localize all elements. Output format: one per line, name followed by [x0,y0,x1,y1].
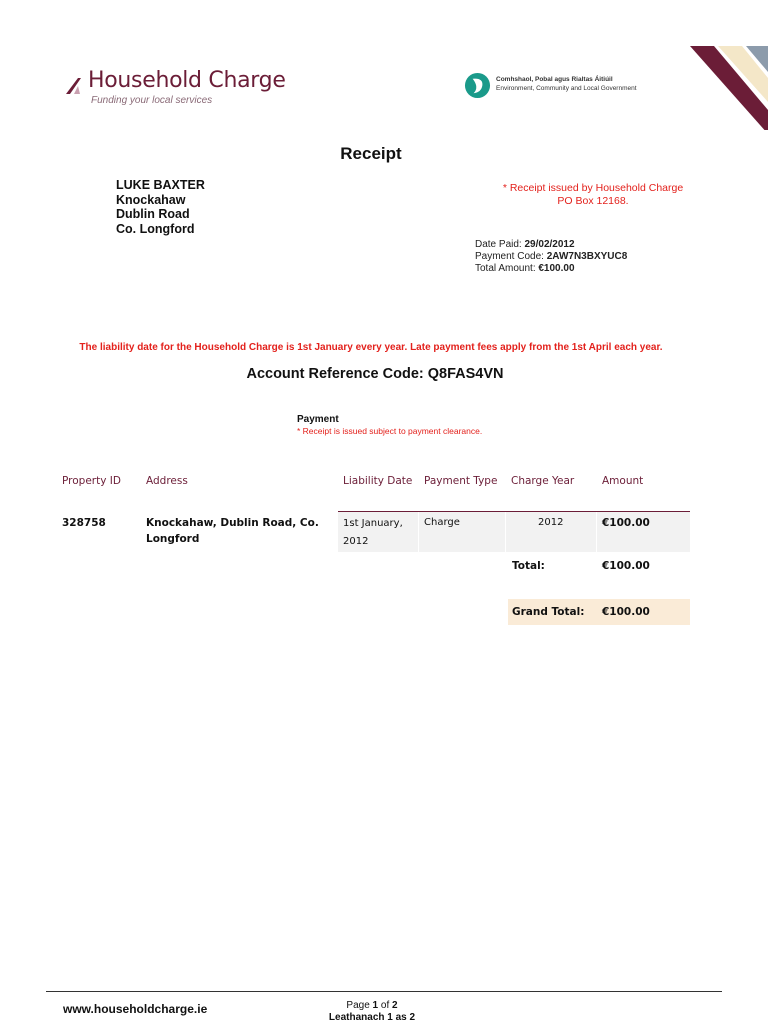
logo-name: Household Charge [88,68,286,93]
logo-mark-icon [64,74,88,96]
recipient-address [116,178,205,236]
cell-charge-year: 2012 [538,517,564,528]
column-header-amount: Amount [602,475,644,487]
account-reference-code: Account Reference Code: Q8FAS4VN [246,366,504,382]
cell-liability-date [343,515,403,551]
cell-liability-line: 1st January, [343,518,403,529]
address-line: Co. Longford [116,221,195,236]
column-header-payment-type: Payment Type [424,475,498,487]
cell-amount: €100.00 [602,517,650,529]
grand-total-value: €100.00 [602,606,650,618]
issuer-line: * Receipt issued by Household Charge [502,182,684,194]
issuer-po-box: PO Box 12168. [557,194,629,207]
liability-notice: The liability date for the Household Charge is 1st January every year. Late payment fees apply from the 1st April each year. [79,342,663,353]
footer-divider [46,991,722,992]
cell-divider [596,512,597,552]
footer-page-number [322,1000,422,1024]
payment-code-label: Payment Code: [475,251,547,262]
address-line: Dublin Road [116,207,190,221]
payment-code-value: 2AW7N3BXYUC8 [546,251,628,262]
total-value: €100.00 [602,560,650,572]
page-current: 1 [372,1000,379,1011]
address-line: Knockahaw [116,192,186,207]
cell-divider [418,512,419,552]
payment-clearance-note: * Receipt is issued subject to payment clearance. [297,426,483,436]
payment-summary [475,239,627,275]
gov-name-english: Environment, Community and Local Government [496,85,637,92]
page-of: of [378,1000,393,1011]
payment-heading: Payment [297,414,339,425]
household-charge-logo [64,68,294,112]
page-total: 2 [392,1000,398,1011]
total-amount-label: Total Amount: [475,263,539,274]
cell-address-line: Knockahaw, Dublin Road, Co. [146,517,319,529]
date-paid-value: 29/02/2012 [524,239,575,250]
page-label: Page [346,1000,373,1011]
cell-address [146,515,319,547]
issuer-note [478,182,708,207]
cell-divider [505,512,506,552]
column-header-property-id: Property ID [62,475,121,487]
logo-tagline: Funding your local services [91,95,213,106]
cell-liability-line: 2012 [343,536,369,547]
column-header-address: Address [146,475,188,487]
page-title: Receipt [340,144,402,163]
page-number-irish: Leathanach 1 as 2 [328,1012,416,1023]
corner-stripes-decoration [618,0,768,130]
total-amount-value: €100.00 [538,263,575,274]
cell-property-id: 328758 [62,517,106,529]
column-header-charge-year: Charge Year [511,475,575,487]
recipient-name: LUKE BAXTER [116,178,205,192]
grand-total-label: Grand Total: [512,606,585,618]
cell-address-line: Longford [146,533,200,545]
harp-emblem-icon [464,72,491,99]
gov-name-irish: Comhshaol, Pobal agus Rialtas Áitiúil [496,76,613,83]
cell-payment-type: Charge [424,517,460,528]
footer-website-link[interactable]: www.householdcharge.ie [63,1002,208,1016]
column-header-liability-date: Liability Date [343,475,413,487]
total-label: Total: [512,560,545,572]
date-paid-label: Date Paid: [475,239,525,250]
